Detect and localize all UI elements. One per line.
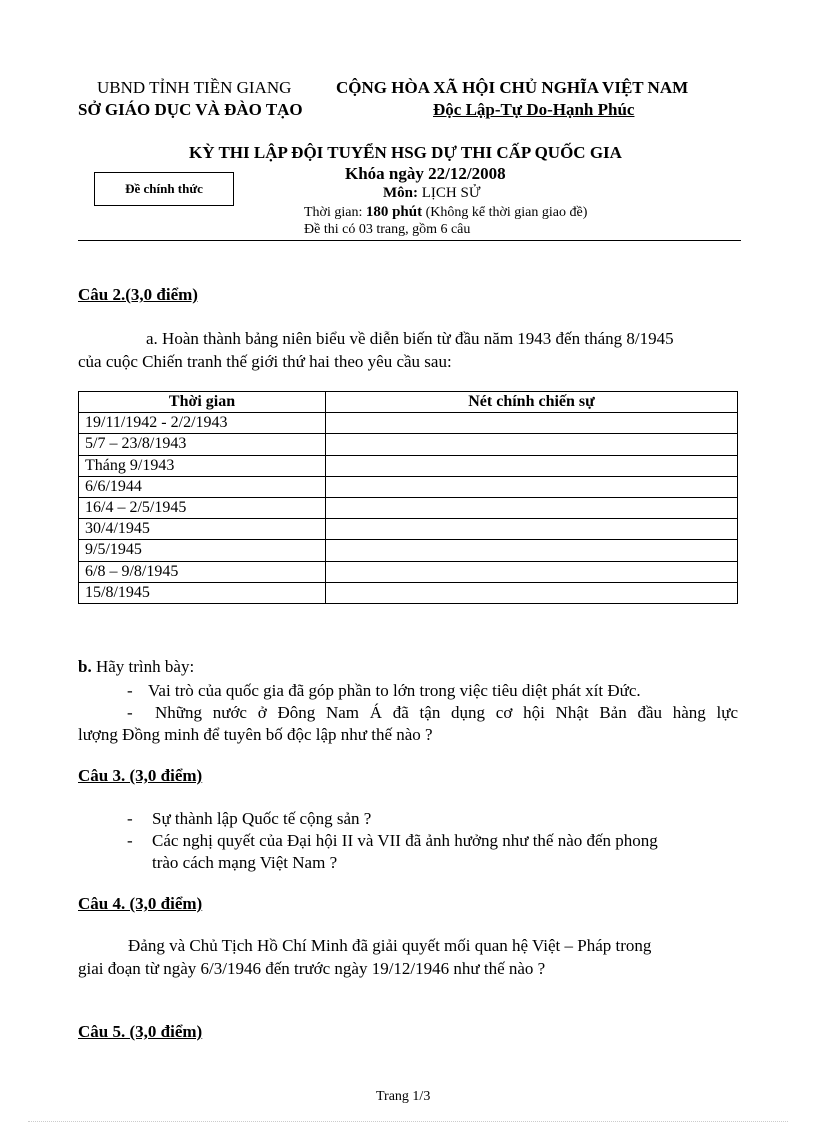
- question-3-item2-line2: trào cách mạng Việt Nam ?: [152, 853, 338, 872]
- bullet-dash: -: [127, 831, 133, 850]
- question-3-heading: Câu 3. (3,0 điểm): [78, 766, 203, 785]
- page-number: Trang 1/3: [376, 1089, 431, 1104]
- time-cell: 5/7 – 23/8/1943: [79, 434, 326, 455]
- question-2b-item2-line2: lượng Đồng minh để tuyên bố độc lập như thế nào ?: [78, 725, 433, 744]
- column-header-events: Nét chính chiến sự: [326, 392, 738, 413]
- page-edge: [28, 1121, 788, 1122]
- time-cell: 6/6/1944: [79, 476, 326, 497]
- subject-label: Môn:: [383, 185, 418, 201]
- bullet-dash: -: [127, 703, 133, 722]
- national-motto: Độc Lập-Tự Do-Hạnh Phúc: [433, 100, 635, 119]
- event-cell: [326, 540, 738, 561]
- table-row: [79, 413, 738, 434]
- department-name: SỞ GIÁO DỤC VÀ ĐÀO TẠO: [78, 100, 303, 119]
- subject-line: [383, 185, 480, 202]
- header-divider: [78, 240, 741, 241]
- question-3-item2-line1: Các nghị quyết của Đại hội II và VII đã ảnh hưởng như thế nào đến phong: [152, 831, 658, 850]
- question-2-heading: Câu 2.(3,0 điểm): [78, 285, 198, 304]
- question-2b-intro: [78, 657, 194, 677]
- question-2b-label: b.: [78, 657, 92, 676]
- official-exam-label: Đề chính thức: [125, 181, 203, 196]
- column-header-time: Thời gian: [79, 392, 326, 413]
- time-cell: 30/4/1945: [79, 519, 326, 540]
- table-row: [79, 540, 738, 561]
- question-2a-line2: của cuộc Chiến tranh thế giới thứ hai theo yêu cầu sau:: [78, 352, 452, 371]
- time-cell: Tháng 9/1943: [79, 455, 326, 476]
- table-header-row: [79, 392, 738, 413]
- table-row: [79, 519, 738, 540]
- time-cell: 9/5/1945: [79, 540, 326, 561]
- question-3-item1: Sự thành lập Quốc tế cộng sản ?: [152, 809, 372, 828]
- event-cell: [326, 455, 738, 476]
- question-4-line1: Đảng và Chủ Tịch Hồ Chí Minh đã giải quyết mối quan hệ Việt – Pháp trong: [128, 936, 652, 955]
- question-2a-line1: a. Hoàn thành bảng niên biểu về diễn biến từ đầu năm 1943 đến tháng 8/1945: [146, 329, 674, 348]
- question-5-heading: Câu 5. (3,0 điểm): [78, 1022, 203, 1041]
- time-cell: 16/4 – 2/5/1945: [79, 497, 326, 518]
- table-row: [79, 455, 738, 476]
- table-row: [79, 476, 738, 497]
- event-cell: [326, 497, 738, 518]
- question-2b-item2-line1: Những nước ở Đông Nam Á đã tận dụng cơ hội Nhật Bản đầu hàng lực: [155, 703, 738, 722]
- event-cell: [326, 582, 738, 603]
- time-label: Thời gian:: [304, 205, 363, 220]
- time-cell: 6/8 – 9/8/1945: [79, 561, 326, 582]
- event-cell: [326, 476, 738, 497]
- question-4-line2: giai đoạn từ ngày 6/3/1946 đến trước ngày 19/12/1946 như thế nào ?: [78, 959, 546, 978]
- time-line: [304, 204, 587, 221]
- event-cell: [326, 434, 738, 455]
- event-cell: [326, 561, 738, 582]
- exam-title: KỲ THI LẬP ĐỘI TUYỂN HSG DỰ THI CẤP QUỐC GIA: [189, 143, 622, 162]
- bullet-dash: -: [127, 809, 133, 828]
- question-4-heading: Câu 4. (3,0 điểm): [78, 894, 203, 913]
- event-cell: [326, 519, 738, 540]
- subject-value: LỊCH SỬ: [421, 185, 481, 201]
- timeline-table: [78, 391, 738, 604]
- bullet-dash: -: [127, 681, 133, 700]
- question-2b-item1: Vai trò của quốc gia đã góp phần to lớn trong việc tiêu diệt phát xít Đức.: [148, 681, 641, 700]
- table-row: [79, 434, 738, 455]
- exam-session: Khóa ngày 22/12/2008: [345, 164, 506, 183]
- pages-note: Đề thi có 03 trang, gồm 6 câu: [304, 222, 471, 237]
- republic-title: CỘNG HÒA XÃ HỘI CHỦ NGHĨA VIỆT NAM: [336, 78, 689, 97]
- time-cell: 19/11/1942 - 2/2/1943: [79, 413, 326, 434]
- time-cell: 15/8/1945: [79, 582, 326, 603]
- table-row: [79, 561, 738, 582]
- question-2b-text: Hãy trình bày:: [95, 657, 195, 676]
- time-note: (Không kể thời gian giao đề): [425, 205, 588, 220]
- table-row: [79, 582, 738, 603]
- table-row: [79, 497, 738, 518]
- event-cell: [326, 413, 738, 434]
- time-value: 180 phút: [365, 204, 423, 220]
- province-name: UBND TỈNH TIỀN GIANG: [97, 78, 292, 97]
- official-exam-box: [94, 172, 234, 206]
